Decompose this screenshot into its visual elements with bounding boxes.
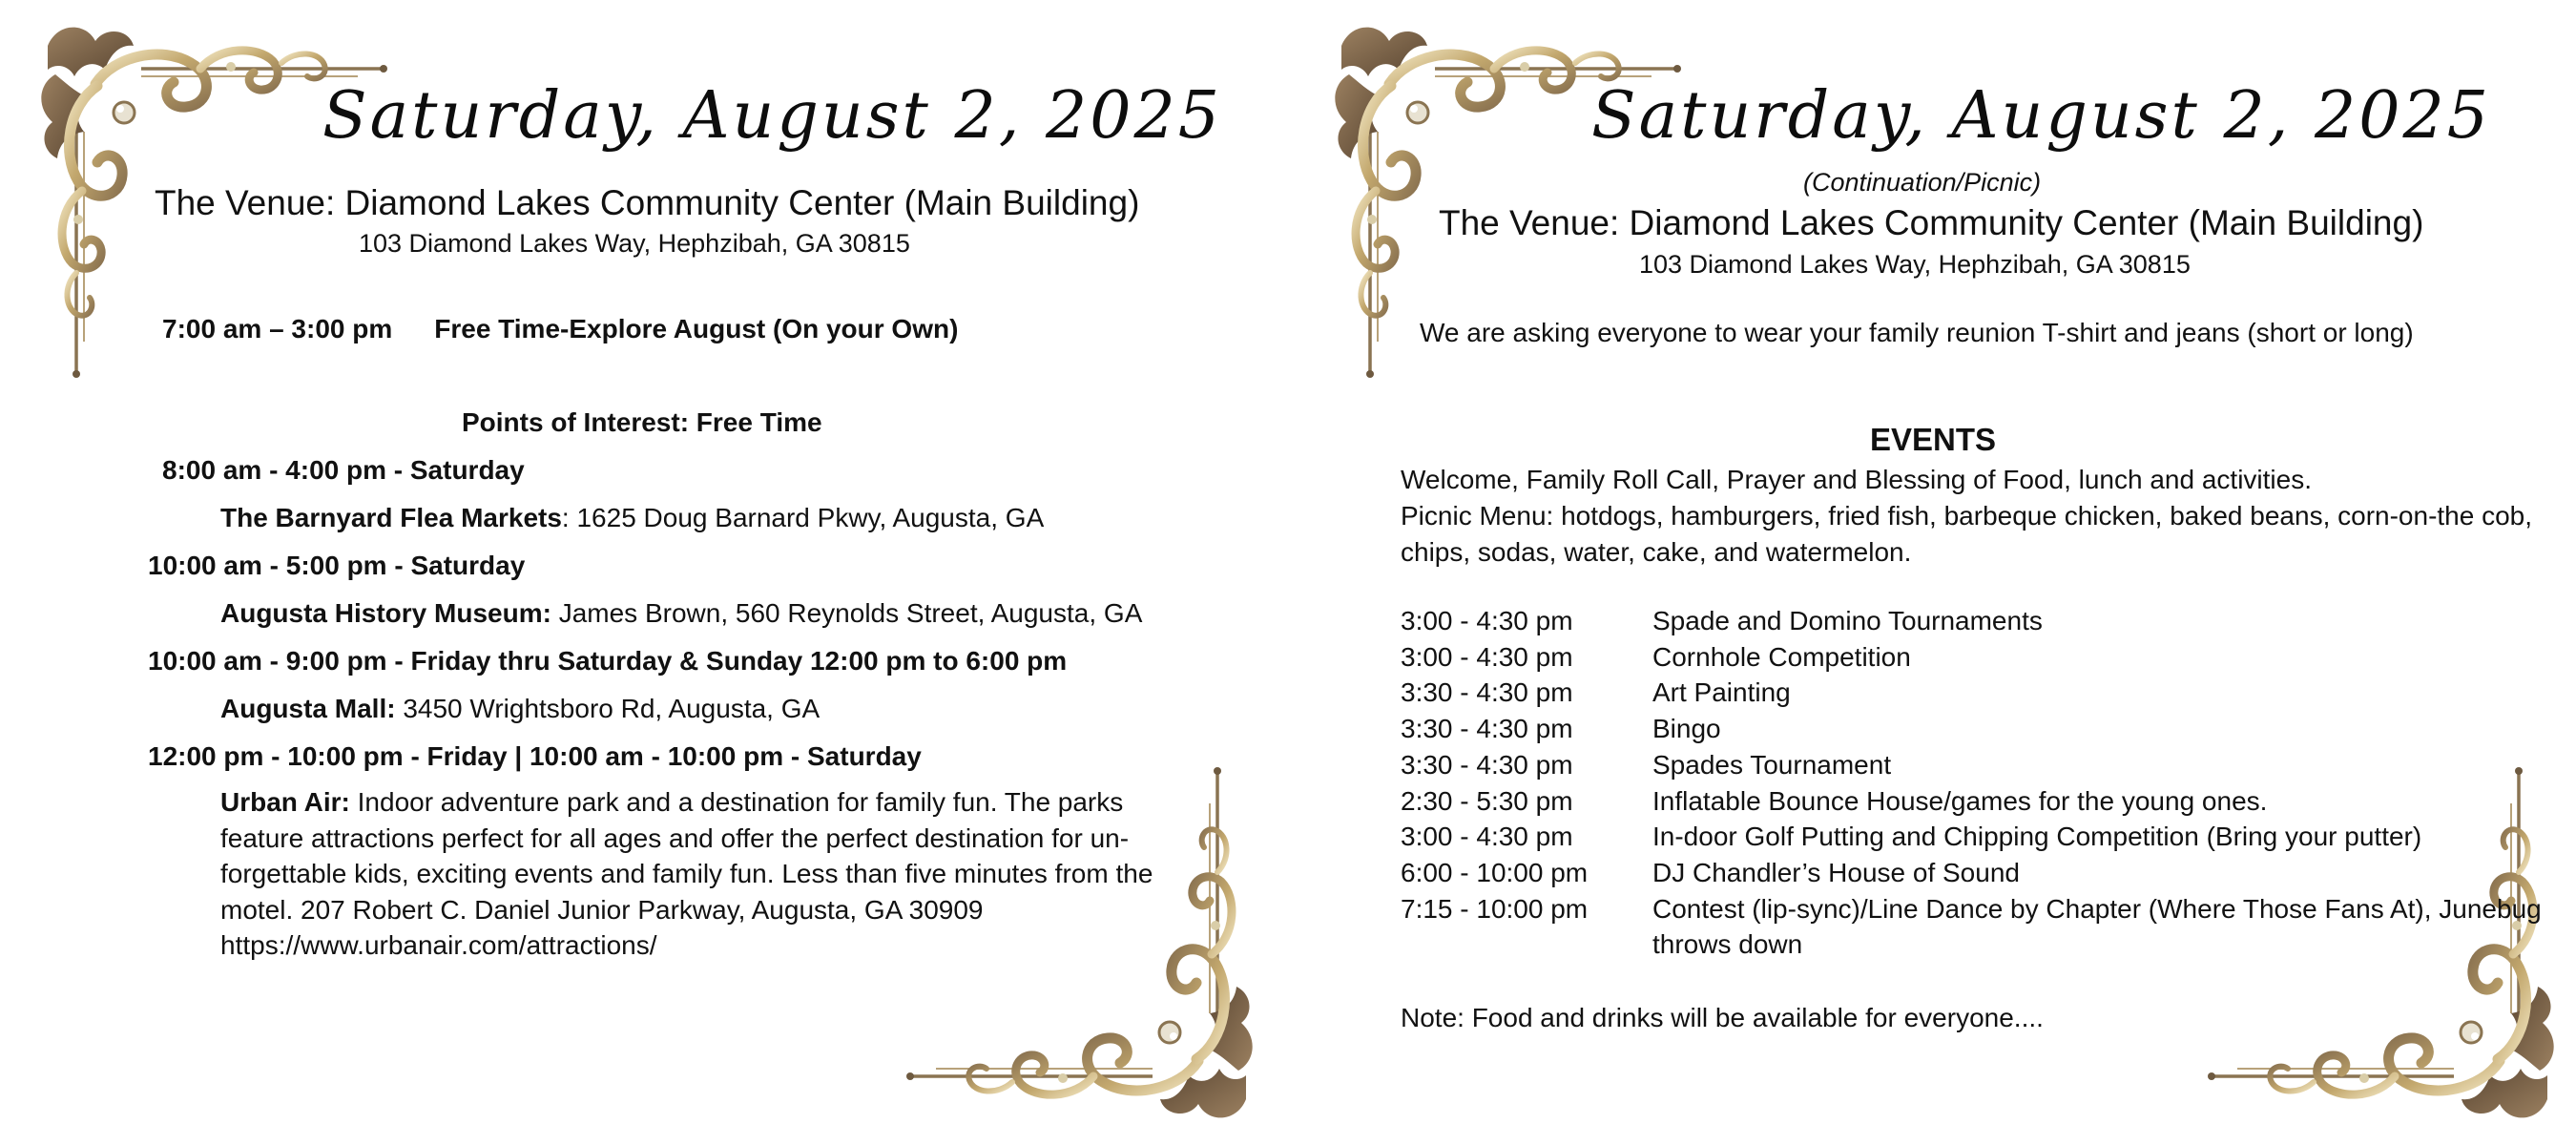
poi-name: Urban Air:	[220, 787, 350, 817]
poi-detail: 3450 Wrightsboro Rd, Augusta, GA	[395, 694, 821, 723]
events-schedule	[1401, 603, 2545, 963]
schedule-event: Spades Tournament	[1652, 749, 1892, 780]
poi-name: Augusta History Museum:	[220, 598, 551, 628]
schedule-row	[1401, 819, 2545, 855]
poi-hours: 12:00 pm - 10:00 pm - Friday | 10:00 am - 10:00 pm - Saturday	[148, 741, 922, 771]
free-time-label: Free Time-Explore August (On your Own)	[434, 314, 959, 344]
page-subtitle: (Continuation/Picnic)	[1803, 168, 2042, 197]
poi-hours: 10:00 am - 9:00 pm - Friday thru Saturday & Sunday 12:00 pm to 6:00 pm	[148, 646, 1068, 676]
schedule-event: Contest (lip-sync)/Line Dance by Chapter (Where Those Fans At), Junebug throws down	[1652, 893, 2542, 960]
poi-detail: Indoor adventure park and a destination for family fun. The parks feature attractions perfect for all ages and offer the perfect destination for un-forgettable kids, exciting events and family fun. Less than five minutes from the motel. 207 Robert C. Daniel Junior Parkway, Augusta, GA 30909 https://www.urbanair.com/attractions/	[220, 787, 1153, 960]
free-time-hours: 7:00 am – 3:00 pm	[162, 314, 393, 344]
schedule-row	[1401, 783, 2545, 820]
schedule-row	[1401, 603, 2545, 639]
schedule-time: 3:00 - 4:30 pm	[1401, 641, 1573, 672]
itinerary-page-right	[1288, 0, 2576, 1145]
poi-entry	[220, 784, 1194, 964]
schedule-time: 6:00 - 10:00 pm	[1401, 857, 1589, 887]
page-title: Saturday, August 2, 2025	[322, 78, 1223, 154]
schedule-event: Spade and Domino Tournaments	[1652, 606, 2043, 635]
schedule-time: 2:30 - 5:30 pm	[1401, 785, 1573, 816]
schedule-event: Inflatable Bounce House/games for the young ones.	[1652, 785, 2268, 816]
venue-name: The Venue: Diamond Lakes Community Center (Main Building)	[155, 183, 1140, 222]
dress-code-note: We are asking everyone to wear your family reunion T-shirt and jeans (short or long)	[1420, 318, 2414, 347]
poi-entry	[220, 500, 1044, 536]
schedule-row	[1401, 855, 2545, 891]
schedule-row	[1401, 711, 2545, 747]
venue-address: 103 Diamond Lakes Way, Hephzibah, GA 30815	[1639, 250, 2191, 279]
schedule-time: 3:00 - 4:30 pm	[1401, 822, 1573, 852]
schedule-row	[1401, 639, 2545, 676]
food-note: Note: Food and drinks will be available for everyone....	[1401, 1003, 2044, 1032]
poi-hours: 10:00 am - 5:00 pm - Saturday	[148, 551, 526, 580]
schedule-event: Cornhole Competition	[1652, 641, 1911, 672]
section-heading: Points of Interest: Free Time	[462, 407, 822, 437]
welcome-text: Welcome, Family Roll Call, Prayer and Blessing of Food, lunch and activities.	[1401, 465, 2312, 494]
venue-name: The Venue: Diamond Lakes Community Center (Main Building)	[1439, 203, 2424, 242]
schedule-time: 3:30 - 4:30 pm	[1401, 677, 1573, 708]
schedule-time: 3:00 - 4:30 pm	[1401, 606, 1573, 635]
venue-address: 103 Diamond Lakes Way, Hephzibah, GA 30815	[359, 229, 910, 258]
page-title: Saturday, August 2, 2025	[1591, 78, 2492, 154]
schedule-time: 3:30 - 4:30 pm	[1401, 714, 1573, 744]
poi-detail: : 1625 Doug Barnard Pkwy, Augusta, GA	[561, 503, 1045, 532]
schedule-event: In-door Golf Putting and Chipping Competition (Bring your putter)	[1652, 822, 2422, 852]
schedule-row	[1401, 675, 2545, 711]
schedule-row	[1401, 891, 2545, 963]
poi-entry	[220, 691, 820, 727]
schedule-event: Bingo	[1652, 714, 1721, 744]
poi-detail: James Brown, 560 Reynolds Street, Augusta, GA	[551, 598, 1143, 628]
schedule-time: 3:30 - 4:30 pm	[1401, 749, 1573, 780]
schedule-row	[1401, 747, 2545, 783]
free-time-row	[162, 311, 958, 347]
poi-name: Augusta Mall:	[220, 694, 396, 723]
picnic-menu: Picnic Menu: hotdogs, hamburgers, fried fish, barbeque chicken, baked beans, corn-on-the cob, chips, sodas, water, cake, and watermelon.	[1401, 501, 2533, 567]
schedule-event: DJ Chandler’s House of Sound	[1652, 857, 2020, 887]
schedule-time: 7:15 - 10:00 pm	[1401, 893, 1589, 924]
events-heading: EVENTS	[1870, 422, 1997, 457]
poi-entry	[220, 595, 1142, 632]
schedule-event: Art Painting	[1652, 677, 1791, 708]
poi-name: The Barnyard Flea Markets	[220, 503, 562, 532]
poi-hours: 8:00 am - 4:00 pm - Saturday	[162, 455, 525, 485]
